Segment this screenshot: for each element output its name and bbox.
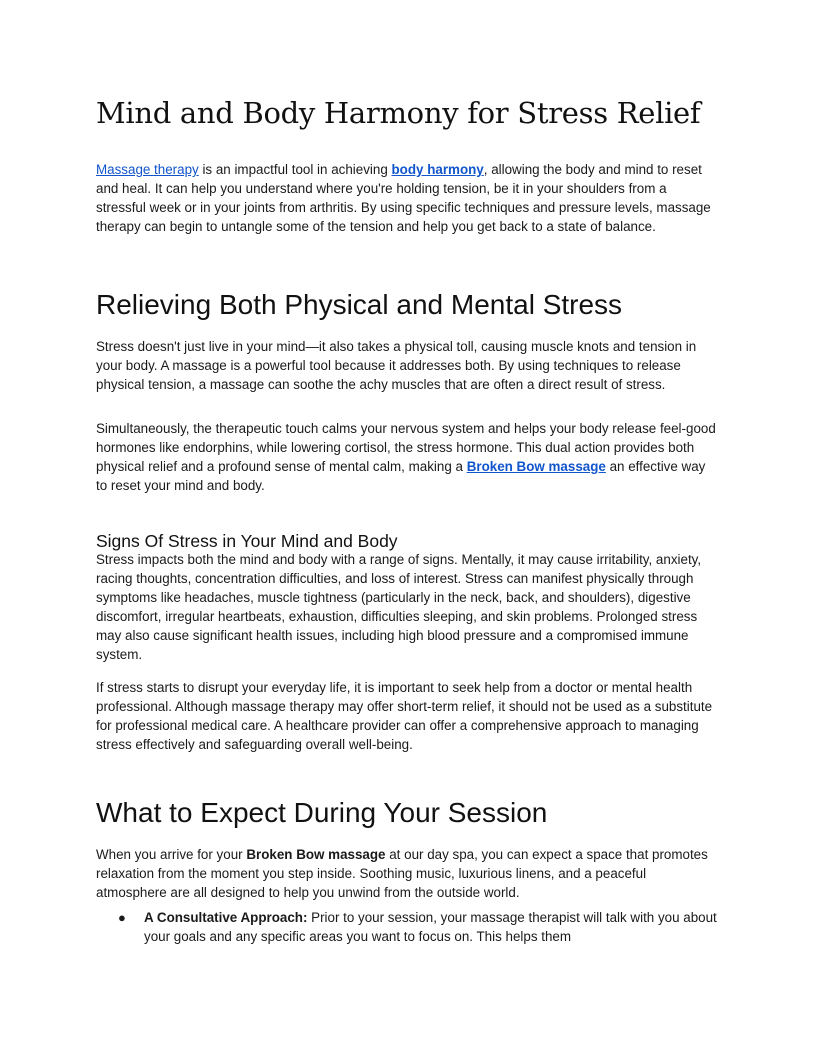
page-title: Mind and Body Harmony for Stress Relief — [96, 96, 701, 130]
section-heading-session: What to Expect During Your Session — [96, 797, 548, 828]
bullet-icon: ● — [118, 910, 126, 925]
section-heading-stress: Relieving Both Physical and Mental Stress — [96, 289, 623, 320]
session-bullet-list — [96, 909, 720, 947]
stress-p2-text: Simultaneously, the therapeutic touch calms your nervous system and helps your body release feel-good hormones like endorphins, while lowering cortisol, the stress hormone. This dual action provides both physical relief and a profound sense of mental calm, making a — [96, 421, 716, 474]
broken-bow-massage-link[interactable]: Broken Bow massage — [466, 458, 606, 474]
signs-paragraph-1: Stress impacts both the mind and body with a range of signs. Mentally, it may cause irritability, anxiety, racing thoughts, concentration difficulties, and loss of interest. Stress can manifest physically through symptoms like headaches, muscle tightness (particularly in the neck, back, and shoulders), digestive discomfort, irregular heartbeats, exhaustion, difficulties sleeping, and skin problems. Prolonged stress may also cause significant health issues, including high blood pressure and a compromised immune system. — [96, 552, 702, 662]
massage-therapy-link[interactable]: Massage therapy — [96, 162, 199, 177]
session-p1-pre: When you arrive for your — [96, 847, 247, 862]
bullet-label: A Consultative Approach: — [144, 910, 308, 925]
stress-paragraph-2 — [96, 420, 720, 496]
bullet-text: Prior to your session, your massage therapist will talk with you about your goals and any specific areas you want to focus on. This helps them — [144, 910, 717, 944]
session-paragraph-1 — [96, 846, 720, 903]
intro-paragraph — [96, 161, 720, 237]
intro-text-1: is an impactful tool in achieving — [198, 162, 392, 177]
stress-p2-tail: an effective way to reset your mind and body. — [96, 458, 706, 493]
session-p1-post: at our day spa, you can expect a space that promotes relaxation from the moment you step inside. Soothing music, luxurious linens, and a peaceful atmosphere are all designed to help you unwind from the outside world. — [96, 847, 708, 900]
signs-paragraph-2: If stress starts to disrupt your everyday life, it is important to seek help from a doctor or mental health professional. Although massage therapy may offer short-term relief, it should not be used as a substitute for professional medical care. A healthcare provider can offer a comprehensive approach to managing stress effectively and safeguarding overall well-being. — [96, 680, 713, 752]
body-harmony-link[interactable]: body harmony — [391, 162, 484, 177]
subsection-heading-signs: Signs Of Stress in Your Mind and Body — [96, 531, 398, 551]
list-item — [96, 909, 720, 947]
session-p1-bold: Broken Bow massage — [246, 847, 386, 862]
stress-paragraph-1: Stress doesn't just live in your mind—it also takes a physical toll, causing muscle knots and tension in your body. A massage is a powerful tool because it addresses both. By using techniques to release physical tension, a massage can soothe the achy muscles that are often a direct result of stress. — [96, 339, 697, 392]
intro-text-2: , allowing the body and mind to reset and heal. It can help you understand where you're holding tension, be it in your shoulders from a stressful week or in your joints from arthritis. By using specific techniques and pressure levels, massage therapy can begin to untangle some of the tension and help you get back to a state of balance. — [96, 162, 711, 234]
